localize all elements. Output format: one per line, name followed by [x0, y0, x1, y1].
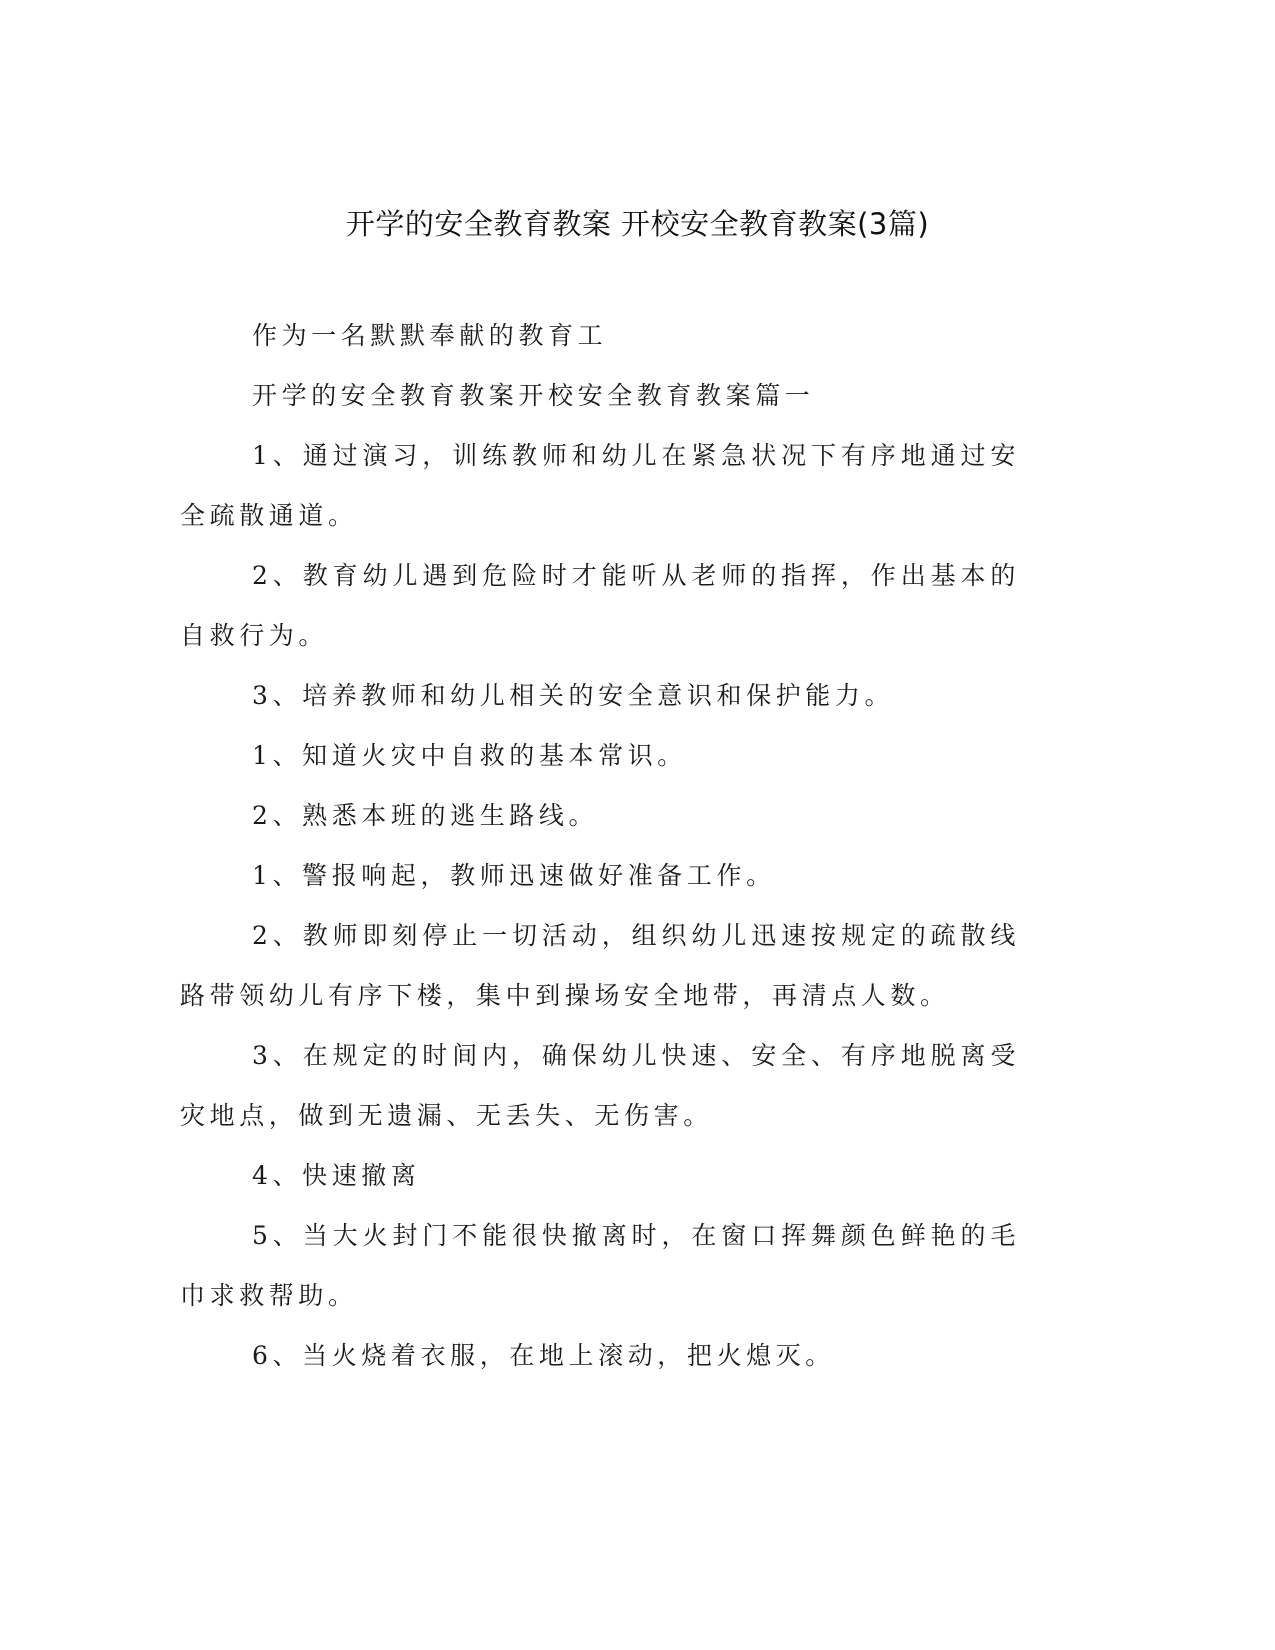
paragraph-goal-3: 3、培养教师和幼儿相关的安全意识和保护能力。 — [252, 681, 895, 710]
paragraph-goal-2: 2、教育幼儿遇到危险时才能听从老师的指挥，作出基本的自救行为。 — [180, 561, 1020, 650]
paragraph-goal-1: 1、通过演习，训练教师和幼儿在紧急状况下有序地通过安全疏散通道。 — [180, 441, 1020, 530]
paragraph-prep-1: 1、知道火灾中自救的基本常识。 — [252, 741, 687, 770]
paragraph-step-6: 6、当火烧着衣服，在地上滚动，把火熄灭。 — [252, 1341, 835, 1370]
paragraph-intro: 作为一名默默奉献的教育工 — [252, 321, 608, 350]
document-body — [180, 306, 1020, 1386]
paragraph-step-4: 4、快速撤离 — [252, 1161, 421, 1190]
paragraph-step-5: 5、当大火封门不能很快撤离时，在窗口挥舞颜色鲜艳的毛巾求救帮助。 — [180, 1221, 1020, 1310]
paragraph-prep-2: 2、熟悉本班的逃生路线。 — [252, 801, 599, 830]
paragraph-step-1: 1、警报响起，教师迅速做好准备工作。 — [252, 861, 776, 890]
paragraph-step-3: 3、在规定的时间内，确保幼儿快速、安全、有序地脱离受灾地点，做到无遗漏、无丢失、无伤害。 — [180, 1041, 1020, 1130]
paragraph-section-heading: 开学的安全教育教案开校安全教育教案篇一 — [252, 381, 815, 410]
paragraph-step-2: 2、教师即刻停止一切活动，组织幼儿迅速按规定的疏散线路带领幼儿有序下楼，集中到操场安全地带，再清点人数。 — [180, 921, 1020, 1010]
document-title: 开学的安全教育教案 开校安全教育教案(3篇) — [345, 207, 930, 241]
